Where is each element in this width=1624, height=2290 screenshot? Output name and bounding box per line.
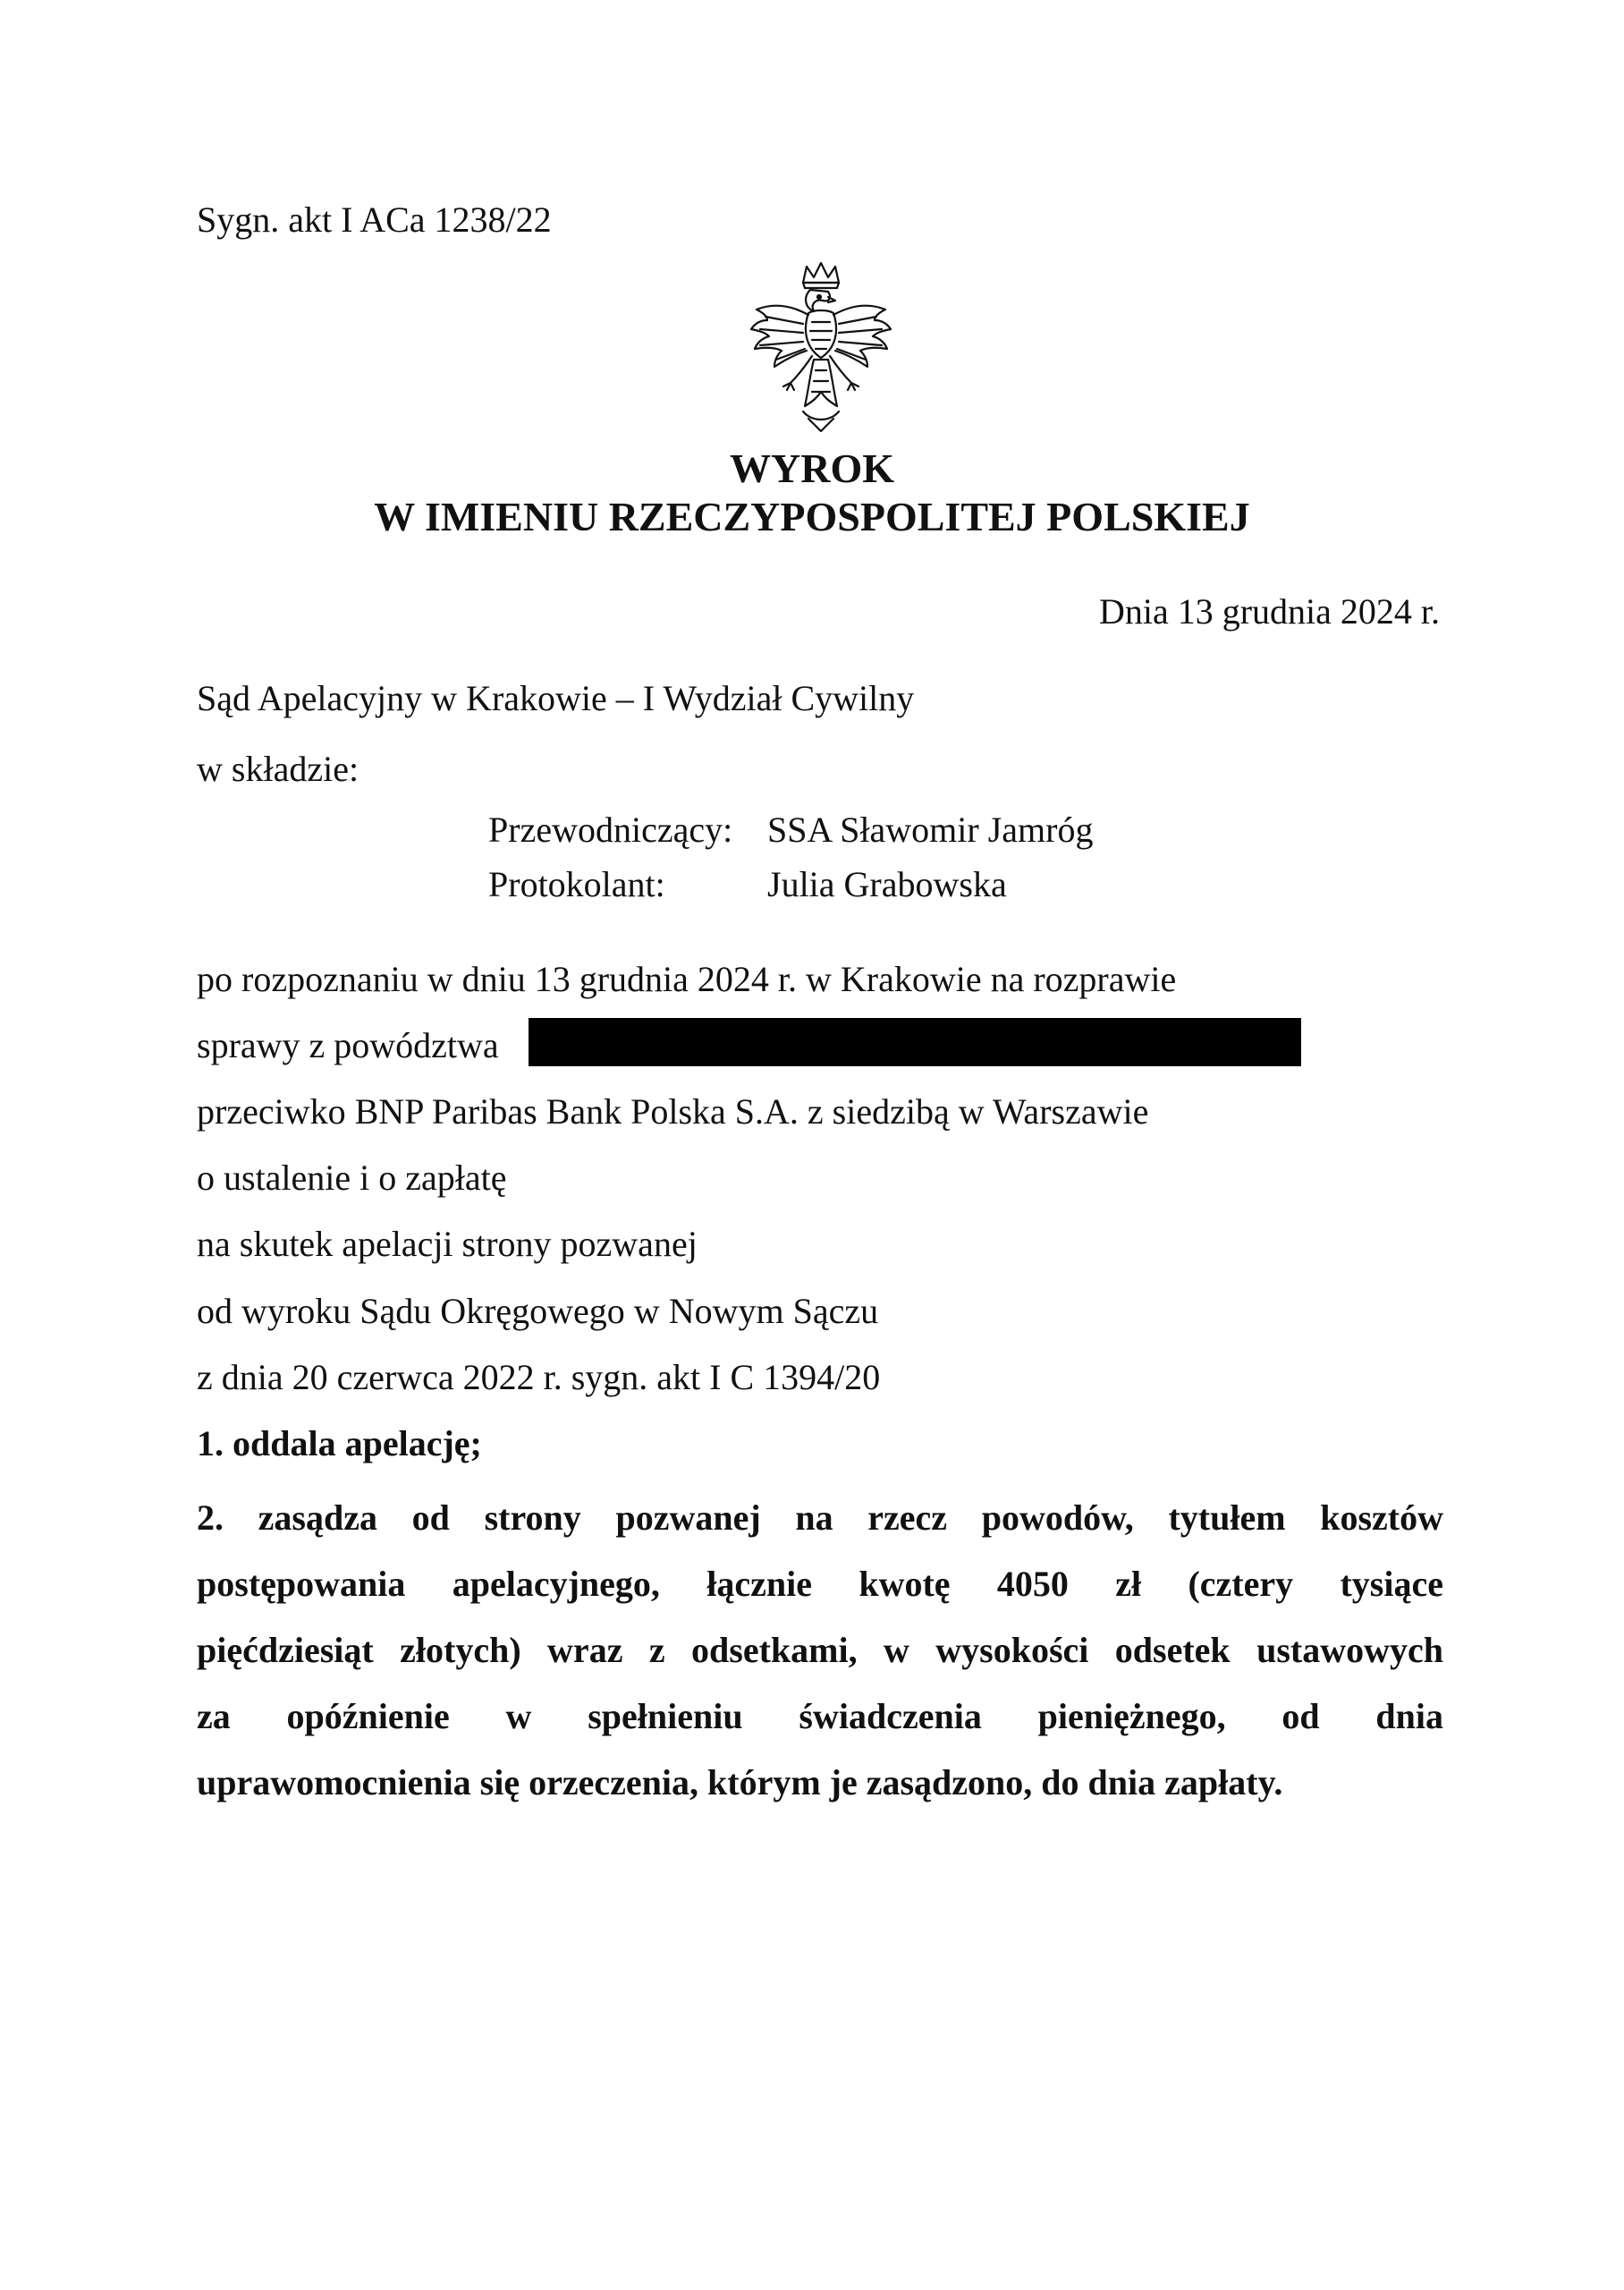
clerk-label: Protokolant: (488, 864, 665, 904)
case-line: przeciwko BNP Paribas Bank Polska S.A. z siedzibą w Warszawie (197, 1091, 1149, 1132)
ruling-point-2 (197, 1485, 1443, 1816)
judgment-date: Dnia 13 grudnia 2024 r. (1098, 591, 1440, 632)
ruling-line: postępowania apelacyjnego, łącznie kwotę 4050 zł (cztery tysiące (197, 1564, 1443, 1604)
document-subtitle: W IMIENIU RZECZYPOSPOLITEJ POLSKIEJ (374, 494, 1250, 539)
chair-name: SSA Sławomir Jamróg (767, 810, 1094, 850)
case-line: na skutek apelacji strony pozwanej (197, 1224, 698, 1264)
case-line: o ustalenie i o zapłatę (197, 1158, 507, 1198)
document-title: WYROK (730, 445, 894, 491)
ruling-line: pięćdziesiąt złotych) wraz z odsetkami, w wysokości odsetek ustawowych (197, 1630, 1443, 1670)
case-signature: Sygn. akt I ACa 1238/22 (197, 199, 552, 240)
ruling-line: uprawomocnienia się orzeczenia, którym je zasądzono, do dnia zapłaty. (197, 1762, 1283, 1802)
court-name: Sąd Apelacyjny w Krakowie – I Wydział Cywilny (197, 678, 915, 718)
ruling-line: za opóźnienie w spełnieniu świadczenia pieniężnego, od dnia (197, 1696, 1443, 1736)
case-line: sprawy z powództwa (197, 1025, 499, 1065)
ruling-point-1: 1. oddala apelację; (197, 1423, 482, 1463)
polish-eagle-emblem-icon (740, 258, 901, 437)
redaction-bar (529, 1018, 1301, 1066)
case-line: od wyroku Sądu Okręgowego w Nowym Sączu (197, 1291, 879, 1331)
case-line: z dnia 20 czerwca 2022 r. sygn. akt I C 1394/20 (197, 1357, 881, 1397)
case-line: po rozpoznaniu w dniu 13 grudnia 2024 r. w Krakowie na rozprawie (197, 959, 1177, 999)
composition-label: w składzie: (197, 749, 359, 789)
chair-label: Przewodniczący: (488, 810, 733, 850)
clerk-name: Julia Grabowska (767, 864, 1007, 904)
ruling-line: 2. zasądza od strony pozwanej na rzecz powodów, tytułem kosztów (197, 1497, 1443, 1538)
